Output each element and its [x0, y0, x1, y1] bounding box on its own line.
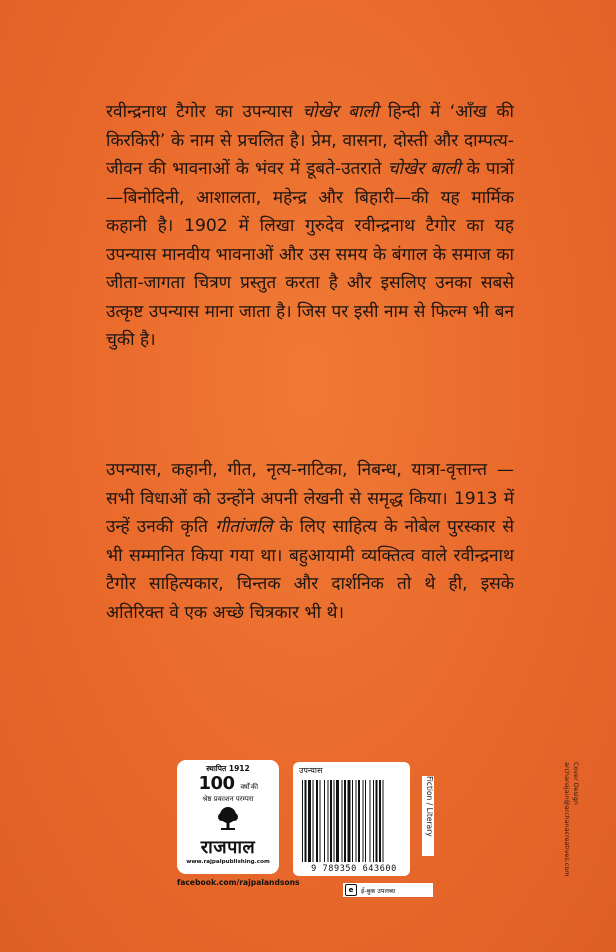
e-book-icon: e: [345, 884, 357, 896]
blurb-paragraph-2: [106, 456, 514, 627]
blurb-paragraph-1: [106, 98, 514, 355]
barcode-bar: [356, 780, 357, 862]
book-title-italic: चोखेर बाली: [302, 102, 379, 122]
credit-email: archanajain@archanacreatives.com: [563, 762, 571, 877]
book-title-italic: चोखेर बाली: [387, 159, 461, 179]
barcode-bar: [305, 780, 307, 862]
barcode-bar: [334, 780, 335, 862]
barcode-bar: [363, 780, 364, 862]
barcode-bar: [379, 780, 381, 862]
barcode-bar: [376, 780, 378, 862]
barcode-bar: [348, 780, 351, 862]
barcode-bar: [313, 780, 314, 862]
publisher-logo-text: राजपाल: [200, 837, 256, 858]
barcode-bar: [302, 780, 303, 862]
publisher-badge: [177, 760, 279, 874]
work-title-italic: गीतांजलि: [215, 517, 273, 537]
years-tagline: [177, 773, 279, 794]
years-number: 100: [198, 773, 235, 794]
barcode-bar: [358, 780, 360, 862]
barcode-bar: [373, 780, 374, 862]
barcode-bar: [344, 780, 346, 862]
barcode-bar: [370, 780, 371, 862]
barcode-bar: [352, 780, 353, 862]
blurb-text: हिन्दी में ‘आँख की किरकिरी’ के नाम से प्रचलित है। प्रेम, वासना, दोस्ती और दाम्पत्य-जीवन की भावनाओं के भंवर में डूबते-उतराते: [106, 102, 514, 179]
blurb-text: के लिए साहित्य के नोबेल पुरस्कार से भी सम्मानित किया गया था। बहुआयामी व्यक्तित्व वाले रवीन्द्रनाथ टैगोर साहित्यकार, चिन्तक और दार्शनिक तो थे ही, इसके अतिरिक्त वे एक अच्छे चित्रकार भी थे।: [106, 517, 514, 623]
tree-icon: [215, 806, 241, 832]
genre-label: Fiction / Literary: [422, 776, 434, 856]
facebook-handle: facebook.com/rajpalandsons: [177, 878, 300, 887]
cover-design-credit: [562, 762, 580, 902]
barcode-bar: [320, 780, 321, 862]
ebook-badge: [343, 883, 433, 897]
years-suffix: वर्षों की: [240, 783, 258, 791]
established-year: स्थापित 1912: [206, 764, 250, 773]
credit-label: Cover Design: [572, 762, 580, 805]
barcode: [300, 780, 404, 862]
barcode-bar: [383, 780, 384, 862]
isbn-digits: 9 789350 643600: [311, 864, 397, 874]
barcode-bar: [316, 780, 318, 862]
barcode-bar: [336, 780, 339, 862]
barcode-bar: [328, 780, 329, 862]
blurb-text: के पात्रों—बिनोदिनी, आशालता, महेन्द्र और बिहारी—की यह मार्मिक कहानी है। 1902 में लिखा गुरुदेव रवीन्द्रनाथ टैगोर का यह उपन्यास मानवीय भावनाओं और उस समय के बंगाल के समाज का जीता-जागता चित्रण प्रस्तुत करता है और इसलिए उनका सबसे उत्कृष्ट उपन्यास माना जाता है। जिस पर इसी नाम से फिल्म भी बन चुकी है।: [106, 159, 514, 350]
barcode-bar: [324, 780, 325, 862]
publisher-website: www.rajpalpublishing.com: [186, 859, 270, 865]
barcode-bar: [342, 780, 343, 862]
blurb-text: रवीन्द्रनाथ टैगोर का उपन्यास: [106, 102, 303, 122]
tradition-tagline: श्रेष्ठ प्रकाशन परम्परा: [202, 795, 254, 803]
barcode-bar: [330, 780, 332, 862]
category-label: उपन्यास: [299, 766, 323, 775]
ebook-label: ई-बुक उपलब्ध: [361, 886, 396, 895]
barcode-bar: [365, 780, 366, 862]
blurb-text: उपन्यास, कहानी, गीत, नृत्य-नाटिका, निबन्ध, यात्रा-वृत्तान्त —सभी विधाओं को उन्होंने अपनी लेखनी से समृद्ध किया। 1913 में उन्हें उनकी कृति: [106, 460, 514, 537]
barcode-bar: [308, 780, 311, 862]
